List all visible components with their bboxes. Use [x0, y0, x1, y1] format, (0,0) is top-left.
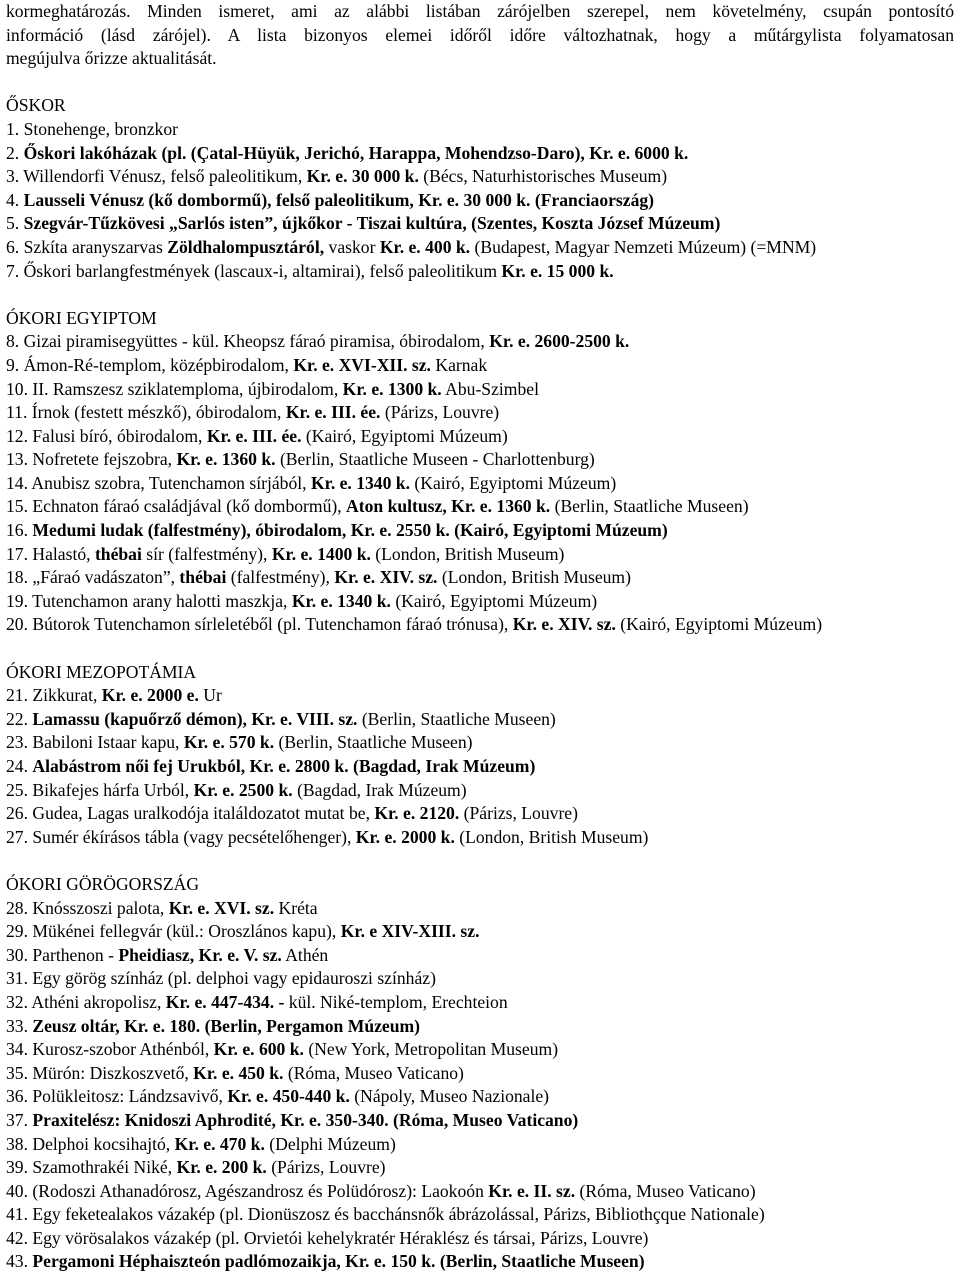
bold-text: Kr. e. 2000 k.: [355, 826, 455, 847]
list-item: [6, 1250, 954, 1274]
item-text: 24.: [6, 756, 33, 776]
bold-text: Kr. e. 2600-2500 k.: [489, 331, 630, 352]
item-text: 35. Mürón: Diszkoszvető,: [6, 1062, 194, 1083]
list-item: [6, 1203, 954, 1227]
item-text: 4.: [6, 189, 24, 210]
item-text: 38. Delphoi kocsihajtó,: [6, 1133, 175, 1154]
bold-text: Medumi ludak (falfestmény), óbirodalom, Kr. e. 2550 k. (Kairó, Egyiptomi Múzeum): [32, 520, 668, 541]
item-text: (Róma, Museo Vaticano): [575, 1180, 756, 1201]
item-text: (Kairó, Egyiptomi Múzeum): [301, 425, 508, 446]
item-text: (Párizs, Louvre): [459, 803, 578, 824]
list-item: [6, 543, 954, 567]
bold-text: Kr. e. 1300 k.: [342, 378, 442, 399]
item-text: 7. Őskori barlangfestmények (lascaux-i, altamirai), felső paleolitikum: [6, 260, 502, 281]
item-text: (Bécs, Naturhistorisches Museum): [418, 166, 668, 187]
item-text: 14. Anubisz szobra, Tutenchamon sírjából,: [6, 472, 311, 493]
item-text: (Nápoly, Museo Nazionale): [349, 1086, 550, 1107]
list-item: [6, 378, 954, 402]
item-text: (New York, Metropolitan Museum): [303, 1039, 559, 1060]
bold-text: Kr. e XIV-XIII. sz.: [340, 921, 480, 942]
bold-text: Zeusz oltár, Kr. e. 180. (Berlin, Pergamon Múzeum): [32, 1015, 421, 1036]
item-text: (Berlin, Staatliche Museen): [550, 496, 749, 517]
list-item: [6, 1038, 954, 1062]
bold-text: Kr. e. 1360 k.: [176, 449, 276, 470]
item-text: (London, British Museum): [370, 543, 565, 564]
item-text: sír (falfestmény),: [141, 543, 272, 564]
list-item: [6, 495, 954, 519]
bold-text: Kr. e. 1340 k.: [291, 590, 391, 611]
list-item: [6, 708, 954, 732]
list-item: [6, 920, 954, 944]
list-item: [6, 1085, 954, 1109]
bold-text: Kr. e. 30 000 k.: [306, 166, 419, 187]
item-text: Ur: [198, 685, 222, 706]
bold-text: Kr. e. III. ée.: [285, 402, 381, 423]
item-text: (Delphi Múzeum): [264, 1133, 396, 1154]
list-item: [6, 425, 954, 449]
item-text: 43.: [6, 1251, 33, 1272]
item-text: 39. Szamothrakéi Niké,: [6, 1157, 177, 1178]
item-text: 36. Polükleitosz: Lándzsavivő,: [6, 1086, 228, 1107]
list-item: [6, 330, 954, 354]
list-item: [6, 1062, 954, 1086]
section-spacer: [6, 71, 954, 95]
intro-line: kormeghatározás. Minden ismeret, ami az alábbi listában zárójelben szerepel, nem követelmény, csupán pontosító: [6, 1, 954, 21]
item-text: kül. Niké-templom, Erechteion: [284, 991, 508, 1012]
bold-text: thébai: [94, 543, 142, 564]
item-text: 26. Gudea, Lagas uralkodója italáldozatot mutat be,: [6, 803, 375, 824]
bold-text: Kr. e. 200 k.: [176, 1157, 267, 1178]
bold-text: Pheidiasz, Kr. e. V. sz.: [118, 944, 282, 965]
bold-text: Kr. e. 470 k.: [174, 1133, 265, 1154]
list-item: [6, 944, 954, 968]
item-text: 11. Írnok (festett mészkő), óbirodalom,: [6, 402, 286, 423]
item-text: 41. Egy feketealakos vázakép (pl. Dionüszosz és bacchánsnők ábrázolással, Párizs, Bibliothçque Nationale): [6, 1204, 765, 1225]
section-spacer: [6, 283, 954, 307]
item-text: 42. Egy vörösalakos vázakép (pl. Orvietói kehelykratér Héraklész és társai, Párizs, Louvre): [6, 1227, 649, 1248]
bold-text: Kr. e. 1340 k.: [310, 472, 410, 493]
list-item: [6, 897, 954, 921]
list-item: [6, 189, 954, 213]
list-item: [6, 1156, 954, 1180]
section-spacer: [6, 637, 954, 661]
item-text: 40. (Rodoszi Athanadórosz, Agészandrosz és Polüdórosz): Laokoón: [6, 1180, 489, 1201]
list-item: [6, 142, 954, 166]
item-text: 25. Bikafejes hárfa Urból,: [6, 779, 194, 800]
section-heading: ŐSKOR: [6, 95, 66, 116]
item-text: 5.: [6, 213, 24, 234]
bold-text: Kr. e. 2500 k.: [193, 779, 293, 800]
bold-text: Alabástrom női fej Urukból, Kr. e. 2800 k. (Bagdad, Irak Múzeum): [32, 756, 536, 776]
list-item: [6, 1133, 954, 1157]
item-text: (Berlin, Staatliche Museen): [274, 732, 473, 753]
item-text: 8. Gizai piramisegyüttes -: [6, 331, 193, 352]
list-item: [6, 354, 954, 378]
bold-text: Lausseli Vénusz (kő dombormű), felső paleolitikum, Kr. e. 30 000 k. (Franciaország): [23, 189, 655, 210]
bold-text: Kr. e. II. sz.: [488, 1180, 576, 1201]
section-heading: ÓKORI GÖRÖGORSZÁG: [6, 873, 200, 894]
item-text: 31. Egy görög színház (pl. delphoi vagy epidauroszi színház): [6, 968, 436, 989]
intro-paragraph: [6, 0, 954, 71]
item-text: (London, British Museum): [454, 826, 649, 847]
item-text: (Párizs, Louvre): [266, 1157, 386, 1178]
item-text: (London, British Museum): [437, 567, 631, 588]
item-text: 29. Mükénei fellegvár (kül.: Oroszlános kapu),: [6, 921, 341, 942]
list-item: [6, 613, 954, 637]
list-item: [6, 448, 954, 472]
bold-text: Kr. e. 15 000 k.: [501, 260, 614, 281]
bold-text: Praxitelész: Knidoszi Aphrodité, Kr. e. 350-340. (Róma, Museo Vaticano): [32, 1109, 579, 1130]
bold-text: Kr. e. 400 k.: [379, 236, 471, 257]
bold-text: Kr. e. XIV. sz.: [512, 614, 616, 635]
item-text: (Kairó, Egyiptomi Múzeum): [390, 590, 598, 611]
item-text: 2.: [6, 142, 24, 163]
bold-text: Kr. e. 2120.: [374, 803, 460, 824]
item-text: 15. Echnaton fáraó családjával (kő dombormű),: [6, 496, 347, 517]
bold-text: Kr. e. 447-434. -: [165, 991, 285, 1012]
list-item: [6, 802, 954, 826]
bold-text: Pergamoni Héphaiszteón padlómozaikja, Kr. e. 150 k. (Berlin, Staatliche Museen): [32, 1251, 645, 1272]
bold-text: Kr. e. III. ée.: [206, 425, 302, 446]
bold-text: Kr. e. 1400 k.: [271, 543, 371, 564]
list-item: [6, 684, 954, 708]
intro-line: megújulva őrizze aktualitását.: [6, 48, 217, 69]
list-item: [6, 590, 954, 614]
item-text: 34. Kurosz-szobor Athénból,: [6, 1039, 214, 1060]
item-text: (Párizs, Louvre): [380, 402, 500, 423]
bold-text: Zöldhalompusztáról,: [167, 236, 325, 257]
list-item: [6, 212, 954, 236]
section-heading: ÓKORI MEZOPOTÁMIA: [6, 661, 197, 682]
bold-text: Kr. e. 570 k.: [183, 732, 275, 753]
item-text: (Kairó, Egyiptomi Múzeum): [410, 472, 617, 493]
item-text: (Berlin, Staatliche Museen - Charlottenburg): [275, 449, 595, 470]
list-item: [6, 118, 954, 142]
bold-text: Lamassu (kapuőrző démon), Kr. e. VIII. sz.: [32, 708, 358, 729]
item-text: Karnak: [430, 354, 488, 375]
item-text: 22.: [6, 708, 33, 729]
item-text: (Berlin, Staatliche Museen): [357, 708, 556, 729]
section-spacer: [6, 849, 954, 873]
bold-text: Szegvár-Tűzkövesi „Sarlós isten”, újkőkor - Tiszai kultúra, (Szentes, Koszta József Múzeum): [23, 213, 721, 234]
item-text: 30. Parthenon -: [6, 944, 119, 965]
item-text: 3. Willendorfi Vénusz, felső paleolitikum,: [6, 166, 307, 187]
item-text: 10. II. Ramszesz sziklatemploma, újbirodalom,: [6, 378, 343, 399]
artwork-list: [6, 71, 954, 1274]
list-item: [6, 260, 954, 284]
item-text: 27. Sumér ékírásos tábla (vagy pecsételőhenger),: [6, 826, 356, 847]
list-item: [6, 967, 954, 991]
item-text: 9. Ámon-Ré-templom, középbirodalom,: [6, 354, 294, 375]
bold-text: Kr. e. 450 k.: [193, 1062, 284, 1083]
list-item: [6, 472, 954, 496]
item-text: Athén: [281, 944, 329, 965]
list-item: [6, 779, 954, 803]
list-item: [6, 1180, 954, 1204]
item-text: kül. Kheopsz fáraó piramisa, óbirodalom,: [192, 331, 490, 352]
item-text: (Budapest, Magyar Nemzeti Múzeum) (=MNM): [470, 236, 817, 257]
item-text: (Róma, Museo Vaticano): [283, 1062, 464, 1083]
item-text: 28. Knósszoszi palota,: [6, 897, 169, 918]
bold-text: Aton kultusz, Kr. e. 1360 k.: [346, 496, 551, 517]
item-text: 37.: [6, 1109, 33, 1130]
item-text: 19. Tutenchamon arany halotti maszkja,: [6, 590, 292, 611]
bold-text: Kr. e. 450-440 k.: [227, 1086, 350, 1107]
bold-text: Kr. e. 600 k.: [213, 1039, 304, 1060]
item-text: (falfestmény),: [226, 567, 335, 588]
list-item: [6, 755, 954, 779]
list-item: [6, 1109, 954, 1133]
intro-line: információ (lásd zárójel). A lista bizonyos elemei időről időre változhatnak, hogy a műtárgylista folyamatosan: [6, 24, 954, 45]
section-heading: ÓKORI EGYIPTOM: [6, 307, 157, 328]
item-text: 13. Nofretete fejszobra,: [6, 449, 177, 470]
bold-text: Kr. e. XIV. sz.: [334, 567, 438, 588]
item-text: 21. Zikkurat,: [6, 685, 102, 706]
item-text: (Kairó, Egyiptomi Múzeum): [615, 614, 823, 635]
list-item: [6, 519, 954, 543]
item-text: 16.: [6, 520, 33, 541]
item-text: 12. Falusi bíró, óbirodalom,: [6, 425, 207, 446]
list-item: [6, 401, 954, 425]
bold-text: thébai: [179, 567, 227, 588]
item-text: 23. Babiloni Istaar kapu,: [6, 732, 184, 753]
list-item: [6, 236, 954, 260]
list-item: [6, 826, 954, 850]
list-item: [6, 1227, 954, 1251]
bold-text: Őskori lakóházak (pl. (Çatal-Hüyük, Jerichó, Harappa, Mohendzso-Daro), Kr. e. 6000 k.: [23, 142, 689, 163]
item-text: Kréta: [274, 897, 318, 918]
item-text: 18. „Fáraó vadászaton”,: [6, 567, 180, 588]
item-text: 33.: [6, 1015, 33, 1036]
list-item: [6, 991, 954, 1015]
item-text: 17. Halastó,: [6, 543, 95, 564]
list-item: [6, 731, 954, 755]
item-text: vaskor: [324, 236, 380, 257]
item-text: (Bagdad, Irak Múzeum): [292, 779, 467, 800]
bold-text: Kr. e. 2000 e.: [101, 685, 199, 706]
item-text: 20. Bútorok Tutenchamon sírleletéből (pl. Tutenchamon fáraó trónusa),: [6, 614, 513, 635]
item-text: 6. Szkíta aranyszarvas: [6, 236, 168, 257]
bold-text: Kr. e. XVI. sz.: [168, 897, 275, 918]
item-text: 1. Stonehenge, bronzkor: [6, 118, 178, 139]
list-item: [6, 1015, 954, 1039]
list-item: [6, 566, 954, 590]
item-text: Abu-Szimbel: [441, 378, 539, 399]
list-item: [6, 165, 954, 189]
bold-text: Kr. e. XVI-XII. sz.: [293, 354, 431, 375]
item-text: 32. Athéni akropolisz,: [6, 991, 166, 1012]
